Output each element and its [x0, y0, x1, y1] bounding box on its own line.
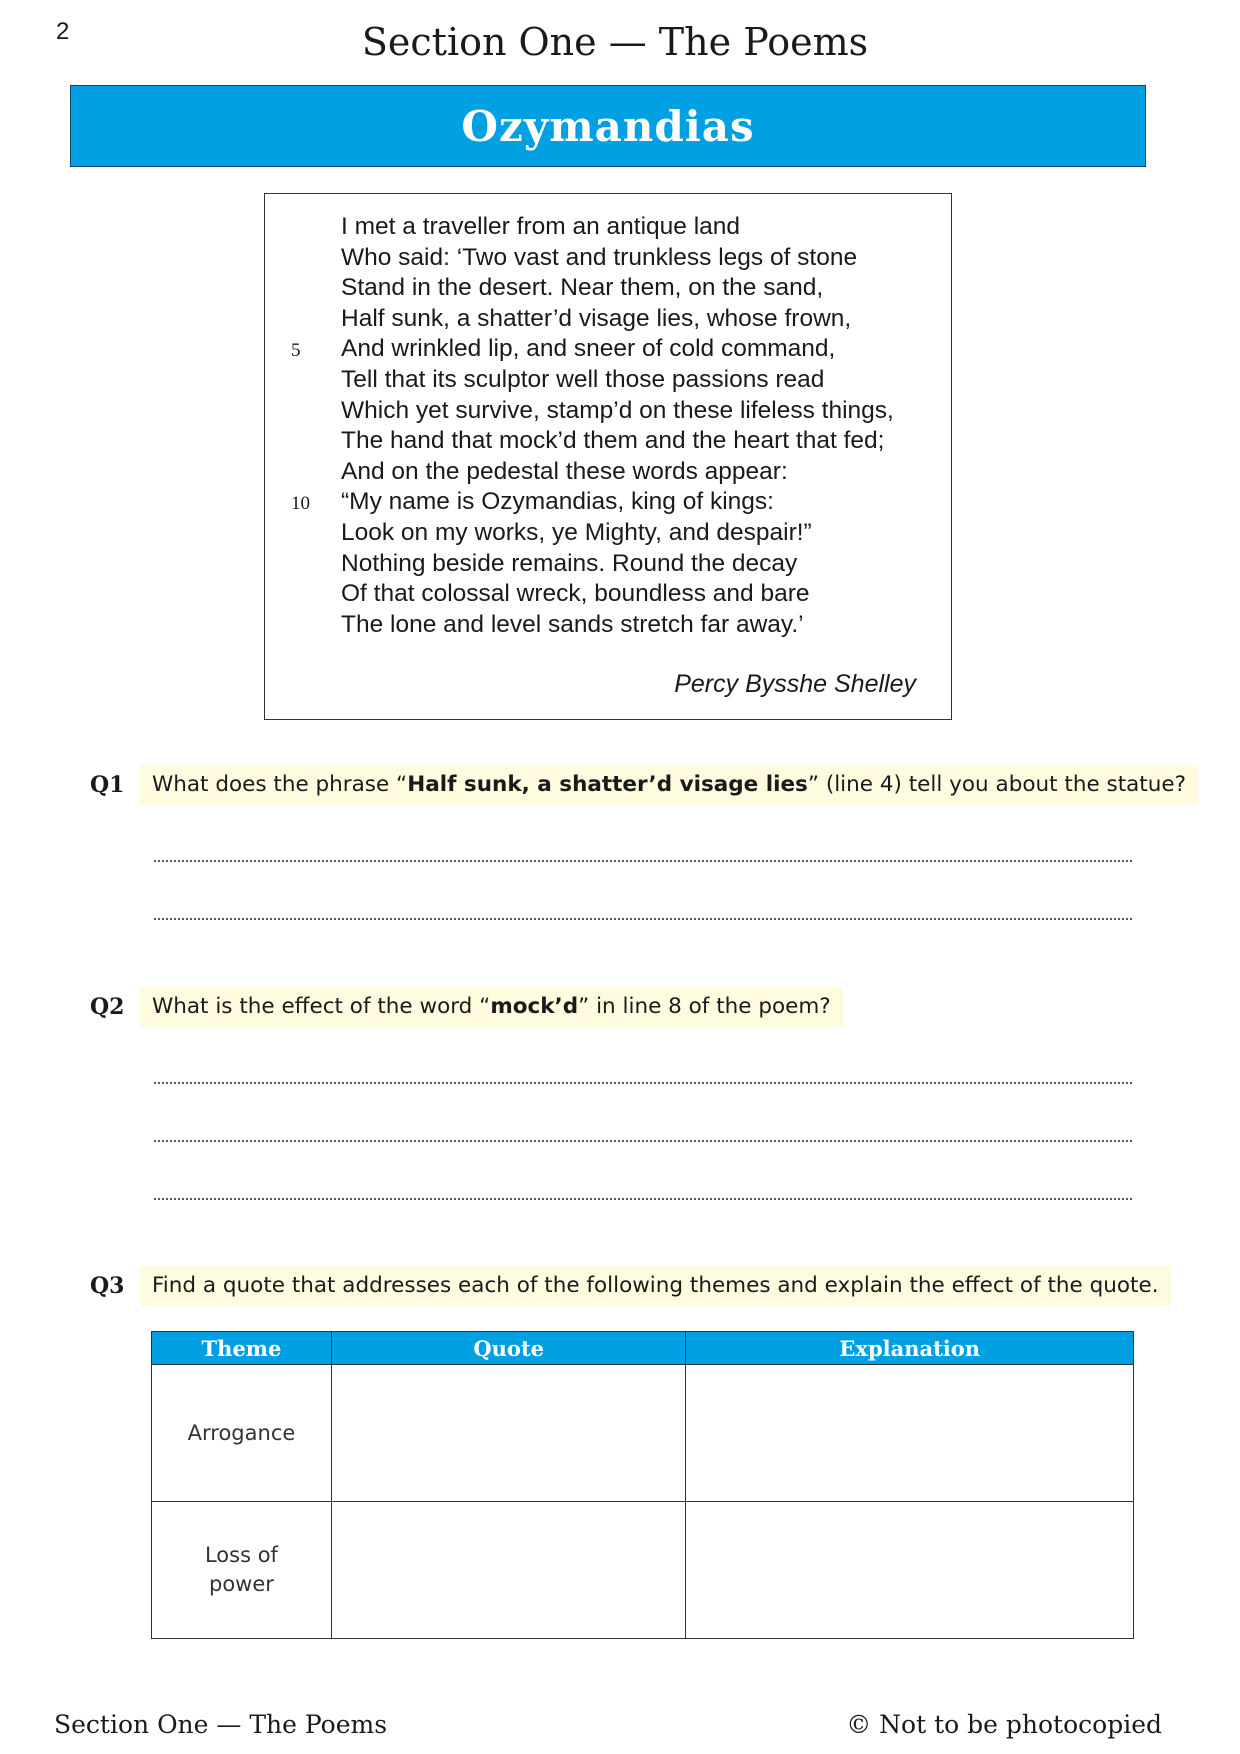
poem-title: Ozymandias	[461, 101, 755, 151]
poem-line-text: And wrinkled lip, and sneer of cold command,	[341, 335, 836, 363]
poem-line-text: Who said: ‘Two vast and trunkless legs of stone	[341, 243, 858, 271]
line-number: 10	[291, 493, 310, 515]
question-text-end: ” (line 4) tell you about the statue?	[807, 772, 1187, 797]
poem-line-text: The hand that mock’d them and the heart that fed;	[341, 427, 885, 455]
poem-line	[341, 212, 894, 243]
theme-label: Arrogance	[187, 1420, 296, 1445]
poem-line	[291, 487, 894, 518]
poem-line-text: The lone and level sands stretch far away.’	[341, 610, 804, 638]
question-label: Q2	[90, 994, 125, 1020]
poem-box	[264, 193, 952, 720]
page-number: 2	[56, 18, 70, 45]
poem-line	[341, 304, 894, 335]
poem-lines	[291, 212, 894, 640]
footer-copyright: © Not to be photocopied	[846, 1710, 1162, 1739]
explanation-cell[interactable]	[686, 1365, 1134, 1502]
answer-line[interactable]	[154, 918, 1132, 920]
poem-line-text: Look on my works, ye Mighty, and despair!”	[341, 518, 812, 546]
question-text: Find a quote that addresses each of the following themes and explain the effect of the quote.	[140, 1266, 1171, 1306]
answer-line[interactable]	[154, 1140, 1132, 1142]
poem-line	[341, 457, 894, 488]
section-title	[0, 20, 1240, 64]
section-title-text: Section One — The Poems	[361, 20, 869, 64]
poem-author: Percy Bysshe Shelley	[674, 670, 916, 698]
poem-line	[341, 426, 894, 457]
quote-column-header: Quote	[331, 1332, 686, 1365]
question-label: Q3	[90, 1273, 125, 1299]
question-text	[140, 765, 1198, 805]
theme-column-header: Theme	[152, 1332, 332, 1365]
answer-line[interactable]	[154, 1082, 1132, 1084]
table-row	[152, 1365, 1134, 1502]
poem-line-text: Tell that its sculptor well those passions read	[341, 365, 825, 393]
poem-line-text: Of that colossal wreck, boundless and bare	[341, 580, 810, 608]
quoted-phrase: Half sunk, a shatter’d visage lies	[407, 772, 808, 797]
question-text-start: What does the phrase “	[152, 772, 408, 797]
theme-quote-table	[151, 1331, 1134, 1639]
poem-line	[341, 518, 894, 549]
theme-cell	[152, 1502, 332, 1639]
poem-line	[341, 579, 894, 610]
poem-line-text: Stand in the desert. Near them, on the sand,	[341, 274, 824, 302]
poem-line-text: Which yet survive, stamp’d on these lifeless things,	[341, 396, 894, 424]
theme-cell	[152, 1365, 332, 1502]
theme-label-continued: power	[209, 1572, 274, 1596]
explanation-cell[interactable]	[686, 1502, 1134, 1639]
poem-line	[291, 334, 894, 365]
theme-label: Loss of	[204, 1543, 278, 1567]
question-text-start: What is the effect of the word “	[152, 994, 491, 1019]
poem-line-text: Nothing beside remains. Round the decay	[341, 549, 798, 577]
table-header-row	[152, 1332, 1134, 1365]
poem-title-banner	[70, 85, 1146, 167]
question-label: Q1	[90, 772, 125, 798]
poem-line	[341, 365, 894, 396]
poem-line	[341, 610, 894, 641]
poem-line	[341, 243, 894, 274]
poem-line-text: “My name is Ozymandias, king of kings:	[341, 488, 774, 516]
quoted-word: mock’d	[490, 994, 579, 1019]
answer-line[interactable]	[154, 860, 1132, 862]
table-row	[152, 1502, 1134, 1639]
line-number: 5	[291, 340, 301, 362]
poem-line	[341, 549, 894, 580]
quote-cell[interactable]	[331, 1502, 686, 1639]
poem-line-text: Half sunk, a shatter’d visage lies, whose frown,	[341, 304, 852, 332]
answer-line[interactable]	[154, 1198, 1132, 1200]
poem-line-text: And on the pedestal these words appear:	[341, 457, 788, 485]
question-text-end: ” in line 8 of the poem?	[578, 994, 831, 1019]
footer-section-title: Section One — The Poems	[54, 1710, 388, 1739]
explanation-column-header: Explanation	[686, 1332, 1134, 1365]
poem-line-text: I met a traveller from an antique land	[341, 213, 741, 240]
poem-line	[341, 396, 894, 427]
question-text	[140, 987, 843, 1027]
poem-line	[341, 273, 894, 304]
quote-cell[interactable]	[331, 1365, 686, 1502]
